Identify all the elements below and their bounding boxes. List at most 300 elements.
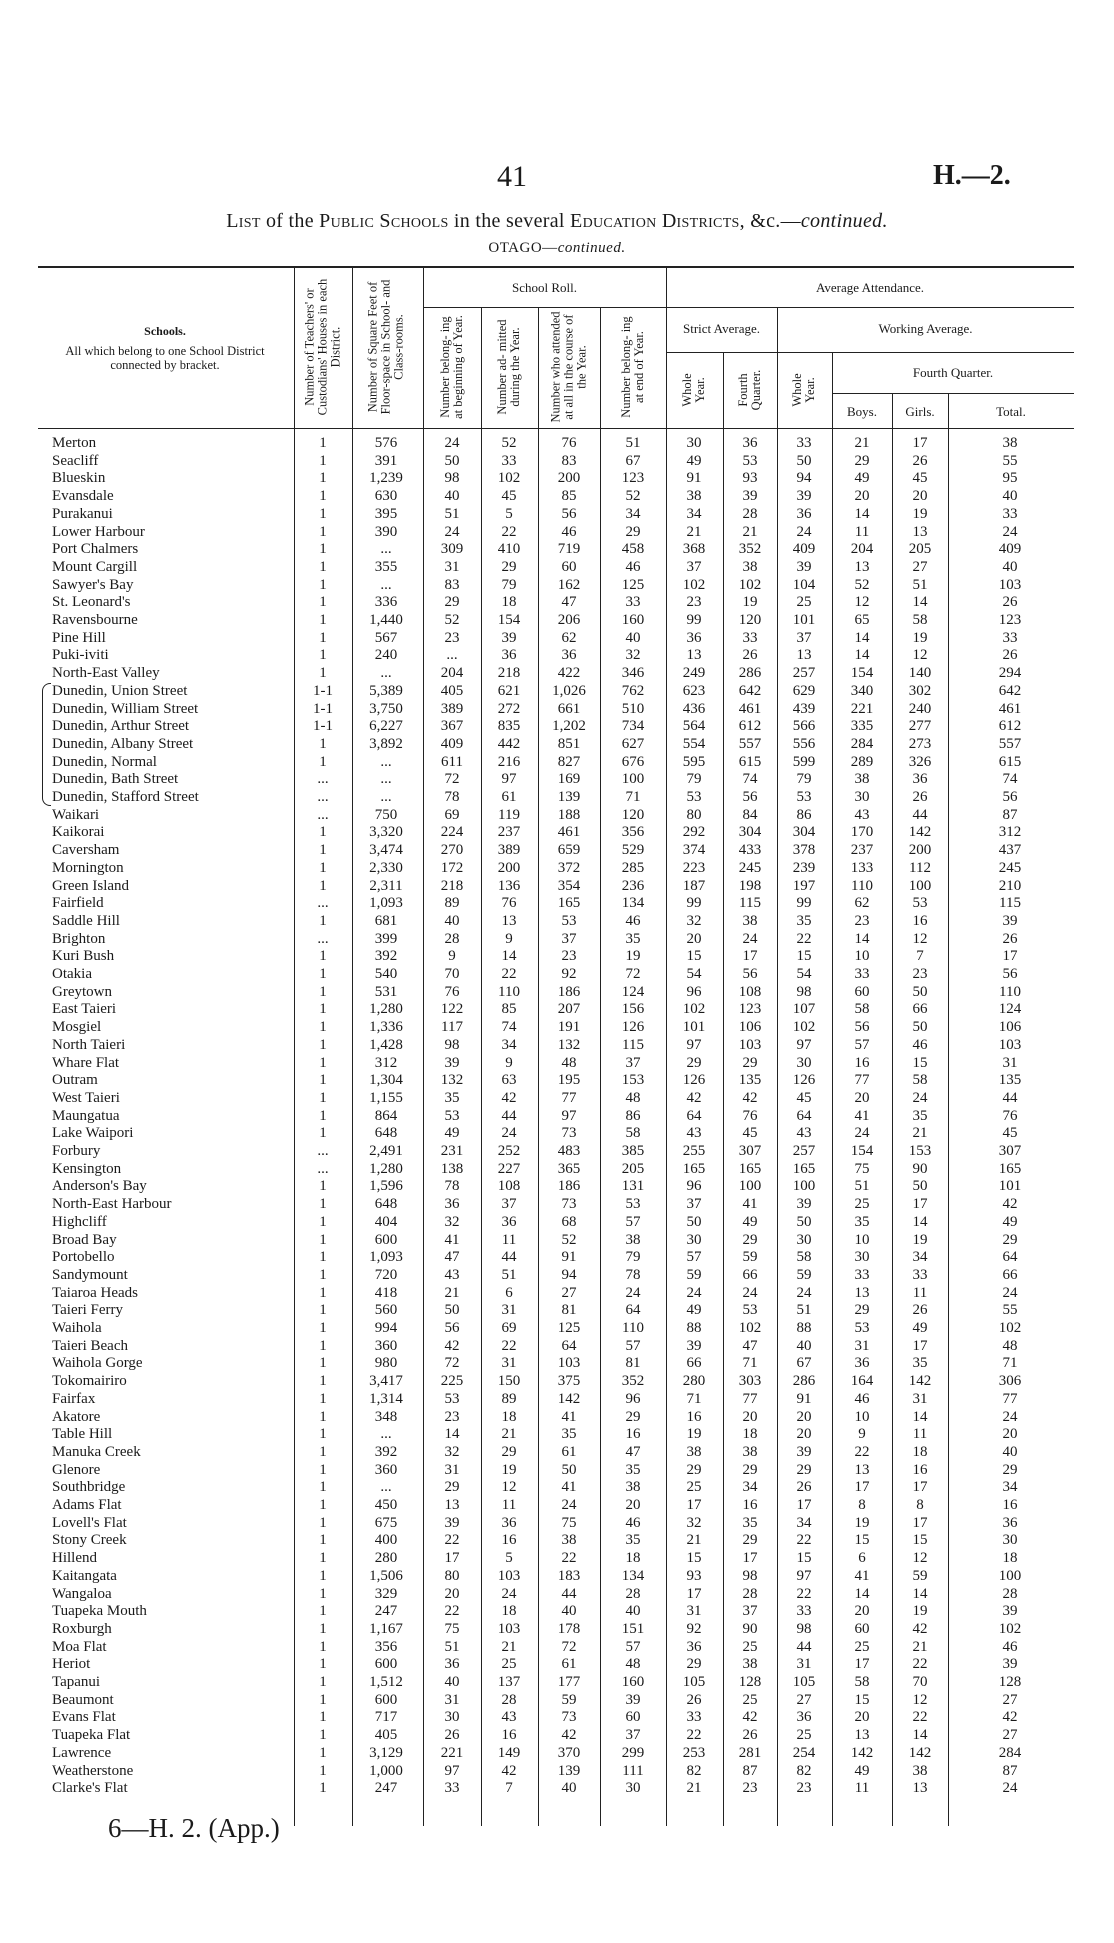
cell-col-8: 25: [742, 1638, 758, 1655]
cell-col-12: 74: [1002, 771, 1018, 788]
table-row: [0, 453, 1114, 471]
school-name: Sandymount: [52, 1266, 128, 1283]
cell-col-10: 31: [854, 1337, 870, 1354]
cell-col-6: 734: [621, 718, 645, 735]
cell-col-3: 52: [444, 612, 460, 628]
cell-col-5: 132: [557, 1036, 581, 1053]
cell-col-5: 35: [561, 1426, 577, 1443]
table-row: [0, 1196, 1114, 1214]
cell-col-5: 41: [561, 1408, 577, 1425]
cell-col-9: 58: [796, 1249, 812, 1266]
cell-col-9: 36: [796, 1709, 812, 1726]
table-row: [0, 789, 1114, 807]
cell-col-8: 38: [742, 1443, 758, 1460]
cell-col-4: 11: [501, 1231, 517, 1248]
cell-col-9: 91: [796, 1390, 812, 1407]
cell-col-2: 1,428: [369, 1036, 403, 1053]
cell-col-6: 37: [625, 1054, 641, 1071]
cell-col-4: 103: [497, 1567, 521, 1584]
cell-col-5: 60: [561, 558, 577, 575]
cell-col-3: 40: [444, 912, 460, 929]
cell-col-12: 642: [998, 682, 1022, 699]
floor-space-header: Number of Square Feet of Floor-space in School- and Class-rooms.: [365, 279, 406, 415]
cell-col-7: 29: [686, 1656, 702, 1673]
cell-col-1: 1: [319, 948, 327, 965]
school-name: Dunedin, Union Street: [52, 682, 188, 699]
cell-col-1: 1: [319, 1355, 327, 1372]
cell-col-8: 19: [742, 594, 758, 611]
cell-col-6: 96: [625, 1390, 641, 1407]
cell-col-1: 1: [319, 435, 327, 451]
cell-col-3: 231: [440, 1143, 464, 1159]
table-row: [0, 1639, 1114, 1657]
cell-col-2: 399: [374, 930, 398, 947]
cell-col-3: 76: [444, 983, 460, 1000]
cell-col-2: ...: [380, 541, 392, 558]
cell-col-2: 576: [374, 435, 398, 451]
cell-col-5: 142: [557, 1390, 581, 1407]
cell-col-7: 253: [682, 1744, 706, 1761]
cell-col-11: 35: [912, 1355, 928, 1372]
cell-col-7: 31: [686, 1603, 702, 1620]
cell-col-3: 98: [444, 1036, 460, 1053]
cell-col-3: 78: [444, 1178, 460, 1195]
cell-col-2: 1,093: [369, 895, 403, 912]
cell-col-4: 21: [501, 1426, 517, 1443]
cell-col-3: 14: [444, 1426, 460, 1443]
cell-col-3: 42: [444, 1337, 460, 1354]
cell-col-1: ...: [317, 806, 329, 823]
cell-col-4: 5: [505, 1550, 513, 1567]
cell-col-9: 99: [796, 895, 812, 912]
cell-col-1: 1: [319, 1178, 327, 1195]
cell-col-3: 97: [444, 1762, 460, 1779]
cell-col-11: 36: [912, 771, 928, 788]
cell-col-4: 150: [497, 1373, 521, 1390]
cell-col-11: 12: [912, 647, 928, 664]
cell-col-6: 34: [625, 505, 641, 522]
cell-col-7: 15: [686, 1550, 702, 1567]
cell-col-9: 257: [792, 1143, 816, 1159]
cell-col-10: 14: [854, 647, 870, 664]
cell-col-7: 30: [686, 435, 702, 451]
cell-col-5: 1,026: [552, 682, 586, 699]
cell-col-10: 25: [854, 1638, 870, 1655]
cell-col-12: 66: [1002, 1266, 1018, 1283]
whole-year-header: Whole Year.: [680, 373, 707, 407]
cell-col-2: 450: [374, 1497, 398, 1513]
cell-col-11: 17: [912, 435, 928, 451]
cell-col-8: 39: [742, 488, 758, 505]
cell-col-2: 540: [374, 966, 398, 982]
cell-col-11: 142: [908, 1744, 932, 1761]
cell-col-8: 37: [742, 1603, 758, 1620]
cell-col-6: 160: [621, 1674, 645, 1690]
cell-col-7: 30: [686, 1231, 702, 1248]
cell-col-1: 1: [319, 1284, 327, 1301]
cell-col-10: 10: [854, 1231, 870, 1248]
cell-col-1: 1: [319, 1550, 327, 1567]
cell-col-6: 120: [621, 806, 645, 823]
cell-col-1: ...: [317, 771, 329, 788]
cell-col-6: 123: [621, 470, 645, 487]
table-row: [0, 665, 1114, 683]
cell-col-3: 24: [444, 523, 460, 540]
title-continued: continued.: [800, 210, 888, 232]
cell-col-6: 35: [625, 1532, 641, 1549]
cell-col-10: 23: [854, 912, 870, 929]
cell-col-3: 50: [444, 452, 460, 469]
cell-col-1: 1-1: [313, 700, 333, 717]
cell-col-7: 99: [686, 612, 702, 628]
cell-col-10: 35: [854, 1213, 870, 1230]
cell-col-6: 51: [625, 435, 641, 451]
cell-col-6: 236: [621, 877, 645, 894]
table-row: [0, 966, 1114, 984]
cell-col-3: 132: [440, 1072, 464, 1089]
cell-col-1: 1: [319, 1266, 327, 1283]
cell-col-8: 36: [742, 435, 758, 451]
cell-col-1: 1: [319, 966, 327, 982]
cell-col-4: 16: [501, 1532, 517, 1549]
cell-col-7: 38: [686, 488, 702, 505]
cell-col-5: 53: [561, 912, 577, 929]
cell-col-9: 98: [796, 1620, 812, 1637]
cell-col-9: 44: [796, 1638, 812, 1655]
cell-col-2: 405: [374, 1727, 398, 1744]
table-row: [0, 1267, 1114, 1285]
cell-col-8: 17: [742, 948, 758, 965]
cell-col-7: 21: [686, 523, 702, 540]
cell-col-10: 60: [854, 1620, 870, 1637]
title-part-1: of the: [260, 210, 320, 232]
table-row: [0, 1355, 1114, 1373]
cell-col-12: 87: [1002, 1762, 1018, 1779]
cell-col-1: 1: [319, 824, 327, 841]
cell-col-3: 40: [444, 1674, 460, 1690]
cell-col-6: 40: [625, 1603, 641, 1620]
table-row: [0, 913, 1114, 931]
cell-col-1: ...: [317, 895, 329, 912]
cell-col-4: 22: [501, 523, 517, 540]
school-name: Dunedin, Arthur Street: [52, 718, 190, 735]
cell-col-8: 38: [742, 1656, 758, 1673]
school-name: St. Leonard's: [52, 594, 131, 611]
cell-col-2: 1,280: [369, 1160, 403, 1177]
cell-col-12: 77: [1002, 1390, 1018, 1407]
cell-col-9: 286: [792, 1373, 816, 1390]
table-row: [0, 1125, 1114, 1143]
cell-col-5: 165: [557, 895, 581, 912]
cell-col-2: 240: [374, 647, 398, 664]
cell-col-11: 19: [912, 629, 928, 646]
cell-col-2: 994: [374, 1320, 398, 1336]
cell-col-12: 42: [1002, 1196, 1018, 1213]
cell-col-3: 270: [440, 842, 464, 859]
cell-col-9: 17: [796, 1497, 812, 1513]
cell-col-10: 133: [850, 859, 874, 876]
cell-col-3: 53: [444, 1107, 460, 1124]
cell-col-1: 1: [319, 576, 327, 593]
cell-col-10: 49: [854, 470, 870, 487]
cell-col-6: 37: [625, 1727, 641, 1744]
cell-col-4: 22: [501, 1337, 517, 1354]
cell-col-3: 309: [440, 541, 464, 558]
cell-col-2: 1,000: [369, 1762, 403, 1779]
cell-col-11: 59: [912, 1567, 928, 1584]
cell-col-6: 131: [621, 1178, 645, 1195]
cell-col-9: 33: [796, 1603, 812, 1620]
cell-col-11: 66: [912, 1001, 928, 1018]
cell-col-9: 15: [796, 948, 812, 965]
cell-col-4: 44: [501, 1249, 517, 1266]
cell-col-3: 32: [444, 1443, 460, 1460]
school-name: North-East Valley: [52, 665, 160, 682]
cell-col-6: 48: [625, 1656, 641, 1673]
title-education-districts: Education Districts: [570, 210, 740, 232]
table-row: [0, 1568, 1114, 1586]
school-name: Broad Bay: [52, 1231, 117, 1248]
cell-col-9: 59: [796, 1266, 812, 1283]
cell-col-12: 26: [1002, 594, 1018, 611]
dunedin-bracket: [42, 683, 51, 806]
cell-col-1: 1: [319, 1390, 327, 1407]
cell-col-9: 26: [796, 1479, 812, 1496]
cell-col-3: 20: [444, 1585, 460, 1602]
total-header: Total.: [996, 404, 1026, 419]
cell-col-2: 648: [374, 1125, 398, 1142]
cell-col-6: 529: [621, 842, 645, 859]
cell-col-3: 367: [440, 718, 464, 735]
cell-col-3: 122: [440, 1001, 464, 1018]
cell-col-10: 58: [854, 1001, 870, 1018]
cell-col-2: 600: [374, 1691, 398, 1708]
cell-col-7: 29: [686, 1461, 702, 1478]
cell-col-10: 14: [854, 505, 870, 522]
school-name: Tapanui: [52, 1674, 101, 1690]
cell-col-1: 1: [319, 1089, 327, 1106]
school-name: Evans Flat: [52, 1709, 116, 1726]
cell-col-4: 119: [498, 806, 520, 823]
cell-col-11: 33: [912, 1266, 928, 1283]
cell-col-2: 392: [374, 948, 398, 965]
cell-col-7: 24: [686, 1284, 702, 1301]
cell-col-6: 352: [621, 1373, 645, 1390]
cell-col-9: 27: [796, 1691, 812, 1708]
cell-col-4: 45: [501, 488, 517, 505]
cell-col-3: 117: [441, 1019, 463, 1036]
cell-col-4: 22: [501, 966, 517, 982]
cell-col-4: 37: [501, 1196, 517, 1213]
cell-col-5: 46: [561, 523, 577, 540]
roll-end-header: Number belong- ing at end of Year.: [619, 316, 646, 418]
cell-col-6: 71: [625, 789, 641, 805]
cell-col-6: 57: [625, 1337, 641, 1354]
cell-col-11: 45: [912, 470, 928, 487]
table-row: [0, 948, 1114, 966]
cell-col-4: 97: [501, 771, 517, 788]
cell-col-8: 642: [738, 682, 762, 699]
cell-col-7: 32: [686, 1514, 702, 1531]
table-row: [0, 1621, 1114, 1639]
cell-col-4: 28: [501, 1691, 517, 1708]
cell-col-1: 1: [319, 1302, 327, 1319]
cell-col-8: 352: [738, 541, 762, 558]
cell-col-5: 91: [561, 1249, 577, 1266]
cell-col-2: 360: [374, 1461, 398, 1478]
school-name: Waihola Gorge: [52, 1355, 143, 1372]
cell-col-10: 36: [854, 1355, 870, 1372]
school-name: Taieri Ferry: [52, 1302, 124, 1319]
cell-col-8: 84: [742, 806, 758, 823]
cell-col-5: 73: [561, 1709, 577, 1726]
cell-col-10: 49: [854, 1762, 870, 1779]
cell-col-6: 24: [625, 1284, 641, 1301]
cell-col-3: 41: [444, 1231, 460, 1248]
cell-col-8: 66: [742, 1266, 758, 1283]
table-row: [0, 1143, 1114, 1161]
cell-col-7: 595: [682, 753, 706, 770]
cell-col-2: 5,389: [369, 682, 403, 699]
table-row: [0, 506, 1114, 524]
roll-admitted-header: Number ad- mitted during the Year.: [495, 319, 522, 415]
cell-col-4: 43: [501, 1709, 517, 1726]
cell-col-3: 30: [444, 1709, 460, 1726]
cell-col-1: 1: [319, 488, 327, 505]
cell-col-1: 1: [319, 1320, 327, 1336]
cell-col-11: 26: [912, 1302, 928, 1319]
cell-col-2: 1,506: [369, 1567, 403, 1584]
cell-col-11: 58: [912, 612, 928, 628]
cell-col-7: 29: [686, 1054, 702, 1071]
cell-col-1: 1: [319, 1036, 327, 1053]
cell-col-10: 38: [854, 771, 870, 788]
cell-col-8: 612: [738, 718, 762, 735]
cell-col-7: 368: [682, 541, 706, 558]
cell-col-7: 23: [686, 594, 702, 611]
cell-col-6: 156: [621, 1001, 645, 1018]
cell-col-11: 140: [908, 665, 932, 682]
cell-col-5: 50: [561, 1461, 577, 1478]
cell-col-11: 13: [912, 523, 928, 540]
cell-col-4: 137: [497, 1674, 521, 1690]
school-name: Highcliff: [52, 1213, 107, 1230]
cell-col-5: 186: [557, 983, 581, 1000]
school-name: Purakanui: [52, 505, 113, 522]
cell-col-12: 102: [998, 1320, 1022, 1336]
cell-col-6: 38: [625, 1231, 641, 1248]
cell-col-5: 661: [557, 700, 581, 717]
cell-col-4: 18: [501, 594, 517, 611]
cell-col-4: 36: [501, 647, 517, 664]
table-row: [0, 1444, 1114, 1462]
cell-col-4: 252: [497, 1143, 521, 1159]
cell-col-9: 51: [796, 1302, 812, 1319]
school-name: Glenore: [52, 1461, 101, 1478]
cell-col-5: 186: [557, 1178, 581, 1195]
cell-col-9: 39: [796, 1196, 812, 1213]
cell-col-8: 53: [742, 452, 758, 469]
cell-col-10: 14: [854, 1585, 870, 1602]
cell-col-3: 31: [444, 558, 460, 575]
cell-col-11: 21: [912, 1125, 928, 1142]
cell-col-9: 97: [796, 1567, 812, 1584]
cell-col-2: 329: [374, 1585, 398, 1602]
cell-col-5: 483: [557, 1143, 581, 1159]
cell-col-6: 627: [621, 735, 645, 752]
cell-col-5: 27: [561, 1284, 577, 1301]
cell-col-4: 6: [505, 1284, 513, 1301]
table-row: [0, 1037, 1114, 1055]
cell-col-4: 19: [501, 1461, 517, 1478]
cell-col-5: 36: [561, 647, 577, 664]
cell-col-8: 307: [738, 1143, 762, 1159]
cell-col-11: 19: [912, 505, 928, 522]
cell-col-11: 50: [912, 1019, 928, 1036]
cell-col-9: 107: [792, 1001, 816, 1018]
cell-col-10: 58: [854, 1674, 870, 1690]
cell-col-7: 249: [682, 665, 706, 682]
cell-col-11: 22: [912, 1656, 928, 1673]
roll-attended-header: Number who attended at all in the course of the Year.: [548, 311, 589, 423]
cell-col-6: 72: [625, 966, 641, 982]
school-name: Wangaloa: [52, 1585, 112, 1602]
cell-col-1: 1: [319, 1709, 327, 1726]
cell-col-8: 135: [738, 1072, 762, 1089]
cell-col-8: 29: [742, 1532, 758, 1549]
school-name: Ravensbourne: [52, 612, 138, 628]
school-name: Merton: [52, 435, 97, 451]
cell-col-7: 374: [682, 842, 706, 859]
school-name: Saddle Hill: [52, 912, 120, 929]
cell-col-2: 3,750: [369, 700, 403, 717]
cell-col-5: 851: [557, 735, 581, 752]
cell-col-4: 42: [501, 1762, 517, 1779]
cell-col-7: 96: [686, 983, 702, 1000]
cell-col-9: 43: [796, 1125, 812, 1142]
cell-col-2: ...: [380, 753, 392, 770]
cell-col-1: 1: [319, 1461, 327, 1478]
cell-col-2: 717: [374, 1709, 398, 1726]
cell-col-9: 15: [796, 1550, 812, 1567]
cell-col-7: 33: [686, 1709, 702, 1726]
cell-col-4: 25: [501, 1656, 517, 1673]
cell-col-7: 13: [686, 647, 702, 664]
table-row: [0, 1001, 1114, 1019]
table-row: [0, 1745, 1114, 1763]
cell-col-2: 600: [374, 1656, 398, 1673]
cell-col-1: ...: [317, 930, 329, 947]
cell-col-5: 207: [557, 1001, 581, 1018]
cell-col-12: 24: [1002, 1408, 1018, 1425]
cell-col-12: 39: [1002, 1656, 1018, 1673]
cell-col-1: 1: [319, 470, 327, 487]
cell-col-9: 64: [796, 1107, 812, 1124]
school-roll-header: School Roll.: [511, 280, 577, 295]
cell-col-9: 94: [796, 470, 812, 487]
cell-col-12: 100: [998, 1567, 1022, 1584]
cell-col-11: 240: [908, 700, 932, 717]
cell-col-8: 108: [738, 983, 762, 1000]
cell-col-4: 621: [497, 682, 521, 699]
cell-col-1: 1: [319, 523, 327, 540]
cell-col-10: 30: [854, 1249, 870, 1266]
cell-col-1: 1: [319, 1691, 327, 1708]
cell-col-5: 719: [557, 541, 581, 558]
cell-col-9: 40: [796, 1337, 812, 1354]
cell-col-8: 56: [742, 789, 758, 805]
table-row: [0, 1497, 1114, 1515]
